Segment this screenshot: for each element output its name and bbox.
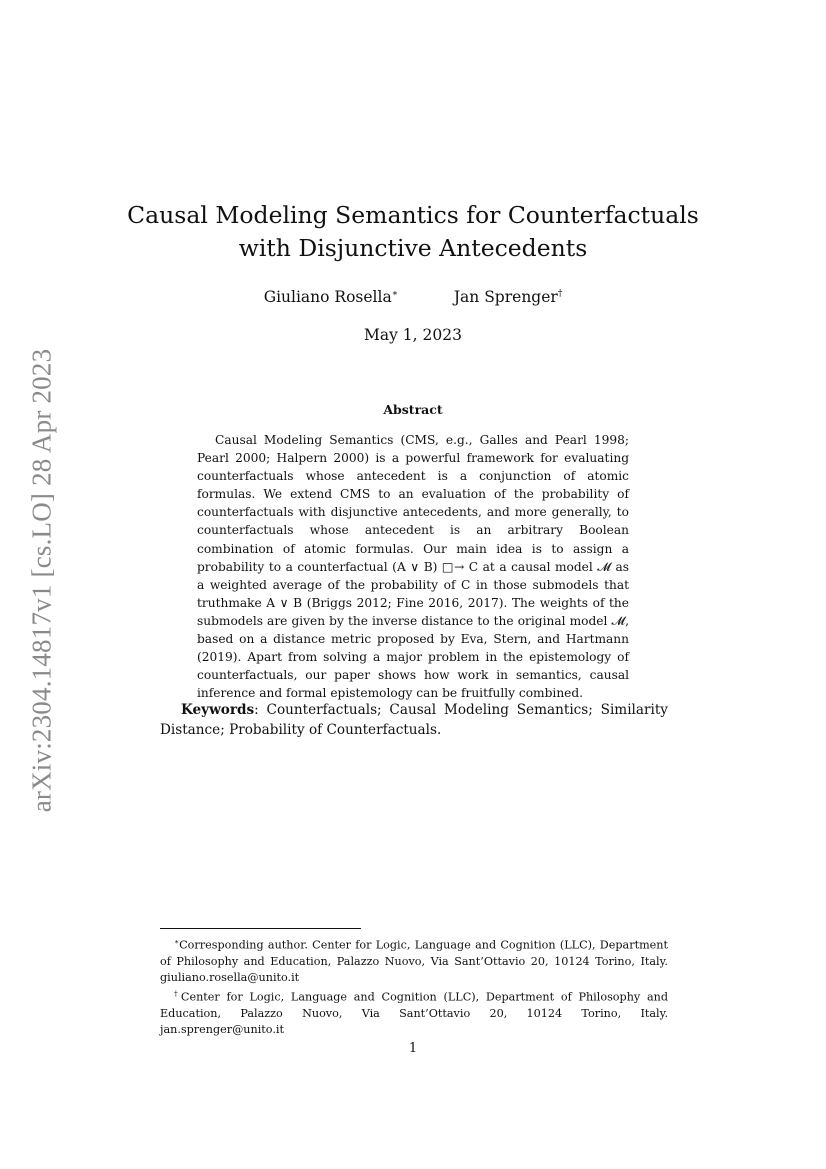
footnote-mark: ∗ xyxy=(174,937,180,946)
arxiv-identifier-text: arXiv:2304.14817v1 [cs.LO] 28 Apr 2023 xyxy=(26,348,57,812)
footnote-divider xyxy=(160,928,361,929)
keywords xyxy=(160,700,668,740)
footnote-text: Center for Logic, Language and Cognition (LLC), Department of Philosophy and Education, Palazzo Nuovo, Via Sant’Ottavio 20, 10124 Torino, Italy. jan.sprenger@unito.it xyxy=(160,990,668,1036)
footnote xyxy=(160,986,668,1038)
abstract-body: Causal Modeling Semantics (CMS, e.g., Galles and Pearl 1998; Pearl 2000; Halpern 2000) is a powerful framework for evaluating counterfactuals whose antecedent is a conjunction of atomic formulas. We extend CMS to an evaluation of the probability of counterfactuals with disjunctive antecedents, and more generally, to counterfactuals whose antecedent is an arbitrary Boolean combination of atomic formulas. Our main idea is to assign a probability to a counterfactual (A ∨ B) □→ C at a causal model 𝓜 as a weighted average of the probability of C in those submodels that truthmake A ∨ B (Briggs 2012; Fine 2016, 2017). The weights of the submodels are given by the inverse distance to the original model 𝓜, based on a distance metric proposed by Eva, Stern, and Hartmann (2019). Apart from solving a major problem in the epistemology of counterfactuals, our paper shows how work in semantics, causal inference and formal epistemology can be fruitfully combined. xyxy=(197,433,629,701)
author-name: Giuliano Rosella xyxy=(263,288,392,306)
publication-date: May 1, 2023 xyxy=(364,326,462,344)
paper-title-line-1: Causal Modeling Semantics for Counterfactuals xyxy=(127,201,699,229)
keywords-label: Keywords xyxy=(181,702,255,718)
footnotes xyxy=(160,934,668,1038)
page-number: 1 xyxy=(408,1041,418,1056)
keywords-text: : Counterfactuals; Causal Modeling Semantics; Similarity Distance; Probability of Counterfactuals. xyxy=(160,702,668,738)
author-footnote-mark: ∗ xyxy=(391,288,398,299)
footnote xyxy=(160,934,668,986)
author-footnote-mark: † xyxy=(557,288,563,299)
footnote-text: Corresponding author. Center for Logic, Language and Cognition (LLC), Department of Philosophy and Education, Palazzo Nuovo, Via Sant’Ottavio 20, 10124 Torino, Italy. giuliano.rosella@unito.it xyxy=(160,938,668,984)
arxiv-identifier-stamp xyxy=(22,335,62,825)
paper-title-line-2: with Disjunctive Antecedents xyxy=(238,234,588,262)
author xyxy=(264,288,398,306)
author xyxy=(454,288,562,306)
paper-title xyxy=(120,199,706,265)
abstract-heading: Abstract xyxy=(383,402,443,417)
author-list xyxy=(120,288,706,306)
author-name: Jan Sprenger xyxy=(453,288,558,306)
footnote-mark: † xyxy=(174,989,181,999)
